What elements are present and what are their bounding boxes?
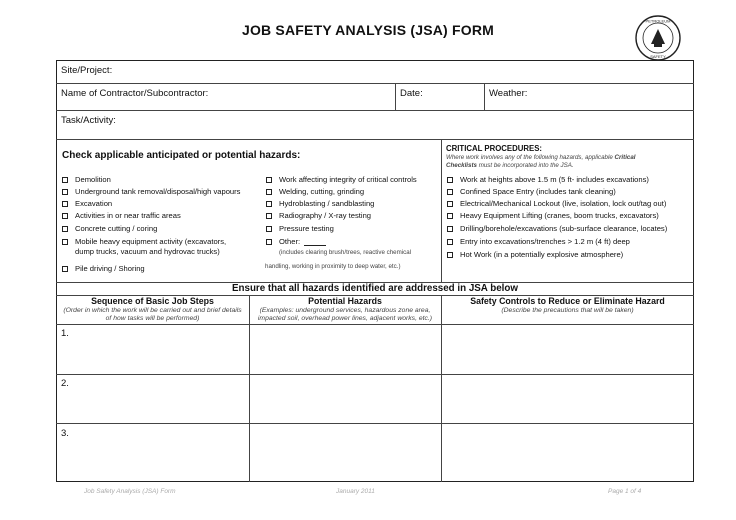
hazard-checkbox[interactable] [266,226,272,232]
hazard-demolition: Demolition [75,175,111,184]
hazard-radiography: Radiography / X-ray testing [279,211,372,220]
col-sub-job-steps-1: (Order in which the work will be carried out and brief details [63,307,242,314]
divider [56,83,694,84]
hazard-other: Other: [279,237,301,246]
other-note-line1: (includes clearing brush/trees, reactive chemical [279,249,412,256]
critical-note-line1: Where work involves any of the following hazards, applicable Critical [446,154,636,161]
weather-label: Weather: [489,88,528,99]
hazard-excavation: Excavation [75,199,113,208]
divider [56,374,694,375]
hazard-checkbox[interactable] [62,189,68,195]
critical-checkbox[interactable] [447,226,453,232]
critical-excavation-entry: Entry into excavations/trenches > 1.2 m (4 ft) deep [460,237,630,246]
col-header-job-steps: Sequence of Basic Job Steps [91,296,214,306]
date-label: Date: [400,88,423,99]
form-title: JOB SAFETY ANALYSIS (JSA) FORM [241,22,495,38]
critical-checkbox[interactable] [447,252,453,258]
hazard-checkbox[interactable] [266,201,272,207]
hazard-checkbox[interactable] [266,177,272,183]
divider [56,423,694,424]
divider [395,83,396,110]
col-sub-job-steps-2: of how tasks will be performed) [105,315,200,322]
critical-drilling: Drilling/borehole/excavations (sub-surface clearance, locates) [460,224,668,233]
critical-lockout: Electrical/Mechanical Lockout (live, isolation, lock out/tag out) [460,199,667,208]
hazard-pile-driving: Pile driving / Shoring [75,264,145,273]
col-sub-controls-1: (Describe the precautions that will be taken) [501,307,634,314]
divider [441,139,442,282]
critical-note-line2: Checklists must be incorporated into the JSA. [446,162,574,169]
hazard-checkbox[interactable] [266,239,272,245]
other-note-line2: handling, working in proximity to deep water, etc.) [265,263,401,270]
hazard-mobile-equipment: Mobile heavy equipment activity (excavators, [75,237,227,246]
col-header-potential-hazards: Potential Hazards [308,296,382,306]
footer-date: January 2011 [336,488,375,495]
hazards-heading: Check applicable anticipated or potential hazards: [62,150,301,161]
critical-hot-work: Hot Work (in a potentially explosive atmosphere) [460,250,624,259]
divider [56,324,694,325]
hazard-concrete-cutting: Concrete cutting / coring [75,224,158,233]
critical-confined-space: Confined Space Entry (includes tank cleaning) [460,187,616,196]
divider [484,83,485,110]
critical-checkbox[interactable] [447,201,453,207]
hazard-checkbox[interactable] [266,189,272,195]
critical-heavy-lifting: Heavy Equipment Lifting (cranes, boom trucks, excavators) [460,211,659,220]
site-project-label: Site/Project: [61,65,113,76]
contractor-label: Name of Contractor/Subcontractor: [61,88,209,99]
hazard-checkbox[interactable] [62,266,68,272]
table-banner: Ensure that all hazards identified are addressed in JSA below [231,283,518,294]
critical-procedures-heading: CRITICAL PROCEDURES: [446,144,543,153]
footer-form-name: Job Safety Analysis (JSA) Form [84,488,176,495]
hazard-traffic: Activities in or near traffic areas [75,211,181,220]
critical-checkbox[interactable] [447,189,453,195]
company-seal-icon [634,14,682,62]
table-row-number: 1. [61,328,69,339]
divider [56,110,694,111]
seal-text-top: PETROLEUM [645,18,671,24]
col-sub-hazards-1: (Examples: underground services, hazardous zone area, [259,307,431,314]
other-blank-line[interactable] [304,245,326,246]
hazard-mobile-equipment-cont: dump trucks, vacuum and hydrovac trucks) [75,247,220,256]
divider [56,139,694,140]
hazard-underground-tank: Underground tank removal/disposal/high vapours [75,187,241,196]
form-frame [56,60,694,482]
hazard-pressure-testing: Pressure testing [279,224,334,233]
hazard-checkbox[interactable] [62,201,68,207]
hazard-checkbox[interactable] [62,177,68,183]
task-activity-label: Task/Activity: [61,115,116,126]
col-header-safety-controls: Safety Controls to Reduce or Eliminate Hazard [470,296,665,306]
hazard-checkbox[interactable] [62,213,68,219]
hazard-welding: Welding, cutting, grinding [279,187,365,196]
critical-work-at-heights: Work at heights above 1.5 m (5 ft- includes excavations) [460,175,649,184]
seal-text-bottom: SAFETY [650,54,666,59]
hazard-checkbox[interactable] [62,226,68,232]
critical-checkbox[interactable] [447,213,453,219]
table-row-number: 3. [61,428,69,439]
col-sub-hazards-2: impacted soil, overhead power lines, adjacent works, etc.) [257,315,433,322]
critical-checkbox[interactable] [447,177,453,183]
hazard-hydroblasting: Hydroblasting / sandblasting [279,199,375,208]
hazard-critical-controls: Work affecting integrity of critical controls [279,175,417,184]
footer-page: Page 1 of 4 [608,488,642,495]
table-row-number: 2. [61,378,69,389]
critical-checkbox[interactable] [447,239,453,245]
hazard-checkbox[interactable] [266,213,272,219]
hazard-checkbox[interactable] [62,239,68,245]
